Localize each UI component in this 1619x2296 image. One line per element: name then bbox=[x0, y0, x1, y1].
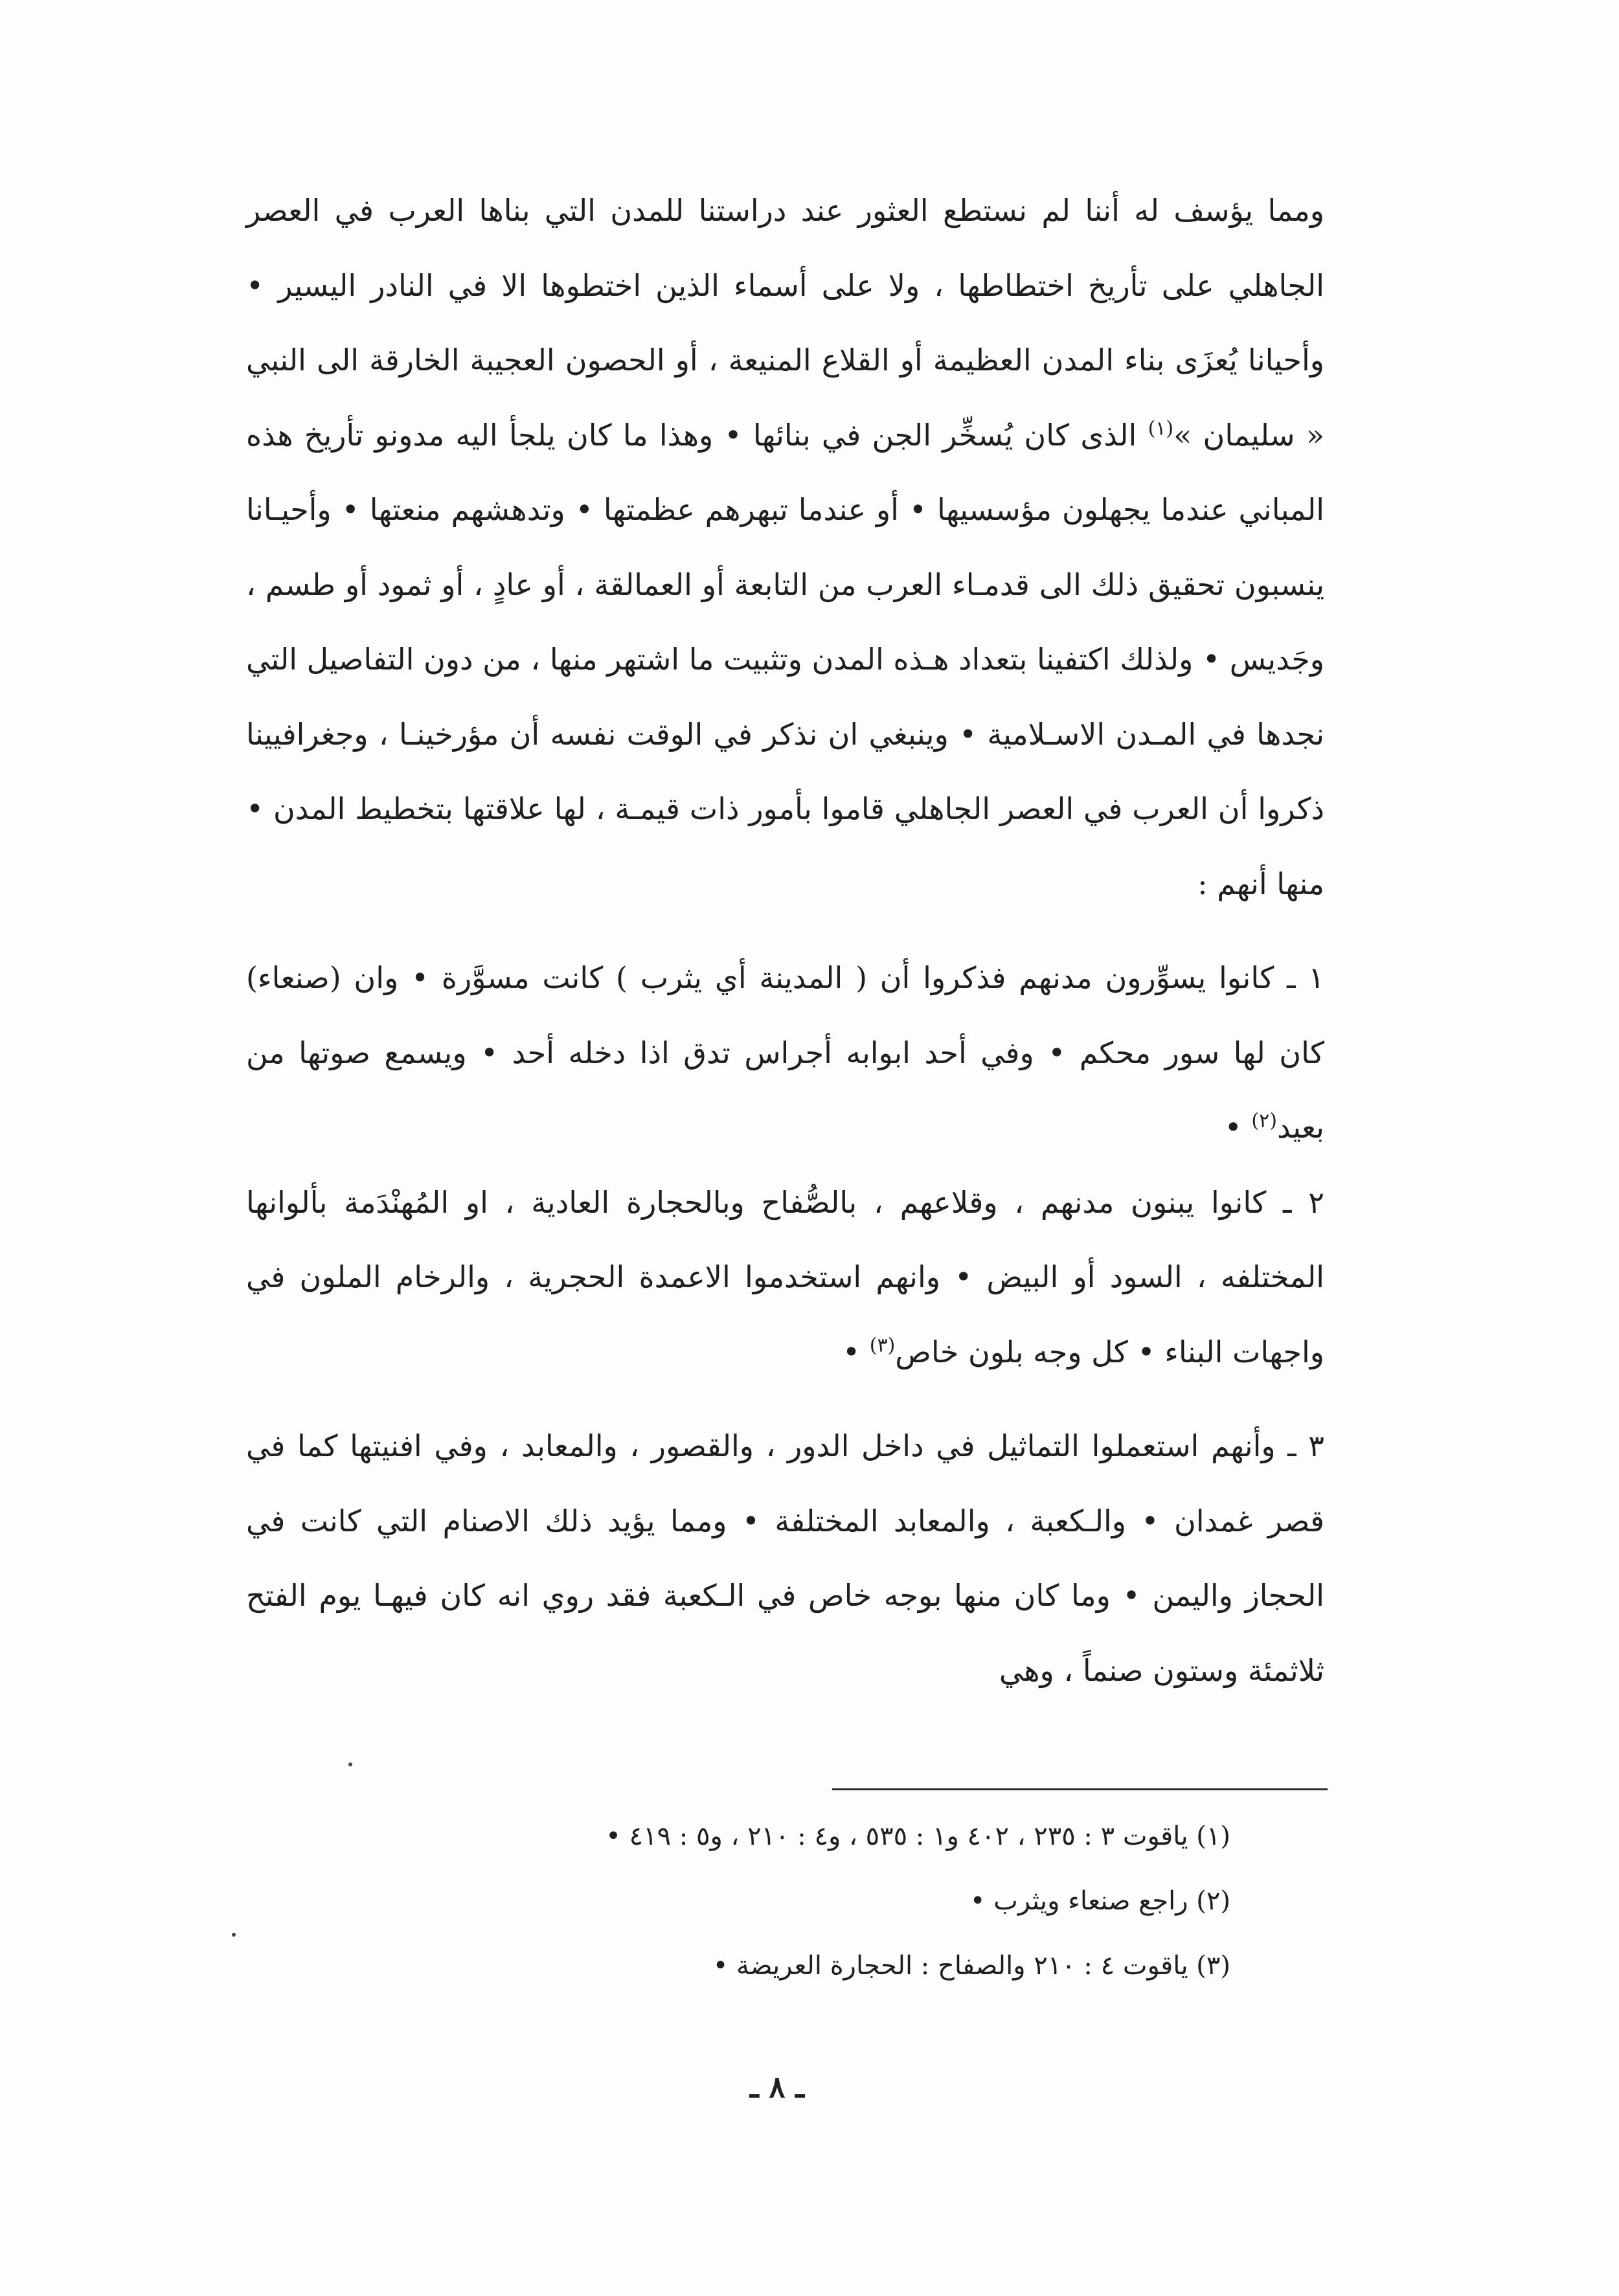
scan-speck bbox=[348, 1762, 352, 1766]
list-item-3-text: ٣ ـ وأنهم استعملوا التماثيل في داخل الدور ، والقصور ، والمعابد ، وفي افنيتها كما في قصر غمدان • والـكعبة ، والمعابد المختلفة • ومما يؤيد ذلك الاصنام التي كانت في الحجاز واليمن • وما كان منها بوجه خاص في الـكعبة فقد روي انه كان فيهـا يوم الفتح ثلاثمئة وستون صنماً ، وهي bbox=[246, 1428, 1324, 1688]
intro-text-continued: الذى كان يُسخِّر الجن في بنائها • وهذا ما كان يلجأ اليه مدونو تأريخ هذه المباني عندما يجهلون مؤسسيها • أو عندما تبهرهم عظمتها • وتدهشهم منعتها • وأحيـانا ينسبون تحقيق ذلك الى قدمـاء العرب من التابعة أو العمالقة ، أو عادٍ ، أو ثمود أو طسم ، وجَديس • ولذلك اكتفينا بتعداد هـذه المدن وتثبيت ما اشتهر منها ، من دون التفاصيل التي نجدها في المـدن الاسـلامية • وينبغي ان نذكر في الوقت نفسه أن مؤرخينـا ، وجغرافيينا ذكروا أن العرب في العصر الجاهلي قاموا بأمور ذات قيمـة ، لها علاقتها بتخطيط المدن • منها أنهم : bbox=[246, 417, 1324, 901]
footnote-separator bbox=[832, 1788, 1328, 1790]
footnote-3: (٣) ياقوت ٤ : ٢١٠ والصفاح : الحجارة العريضة • bbox=[712, 1951, 1230, 1981]
list-item-3 bbox=[246, 1409, 1324, 1708]
list-item-2-text: ٢ ـ كانوا يبنون مدنهم ، وقلاعهم ، بالصُّفاح وبالحجارة العادية ، او المُهنْدَمة بألوانها المختلفه ، السود أو البيض • وانهم استخدموا الاعمدة الحجرية ، والرخام الملون في واجهات البناء • كل وجه بلون خاص bbox=[246, 1184, 1324, 1369]
list-item-1-text: ١ ـ كانوا يسوِّرون مدنهم فذكروا أن ( المدينة أي يثرب ) كانت مسوَّرة • وان (صنعاء) كان لها سور محكم • وفي أحد ابوابه أجراس تدق اذا دخله أحد • ويسمع صوتها من بعيد bbox=[246, 960, 1324, 1145]
footnotes bbox=[246, 1804, 1230, 1998]
scan-speck bbox=[232, 1933, 236, 1937]
main-text bbox=[246, 174, 1324, 1708]
footnote-marker-2: (٢) bbox=[1251, 1109, 1277, 1132]
page-number: ـ ٨ ـ bbox=[750, 2069, 804, 2104]
footnote-2: (٢) راجع صنعاء ويثرب • bbox=[969, 1886, 1230, 1916]
footnote-marker-1: (١) bbox=[1148, 417, 1174, 440]
list-item-1-end: • bbox=[1224, 1110, 1252, 1145]
list-item-1 bbox=[246, 941, 1324, 1165]
list-item-2 bbox=[246, 1165, 1324, 1390]
footnote-1: (١) ياقوت ٣ : ٢٣٥ ، ٤٠٢ و١ : ٥٣٥ ، و٤ : ٢١٠ ، و٥ : ٤١٩ • bbox=[606, 1821, 1230, 1851]
list-item-2-end: • bbox=[842, 1334, 870, 1369]
intro-paragraph bbox=[246, 174, 1324, 921]
intro-text: ومما يؤسف له أننا لم نستطع العثور عند دراستنا للمدن التي بناها العرب في العصر الجاهلي على تأريخ اختطاطها ، ولا على أسماء الذين اختطوها الا في النادر اليسير • وأحيانا يُعزَى بناء المدن العظيمة أو القلاع المنيعة ، أو الحصون العجيبة الخارقة الى النبي « سليمان » bbox=[246, 193, 1324, 453]
footnote-marker-3: (٣) bbox=[869, 1334, 896, 1357]
